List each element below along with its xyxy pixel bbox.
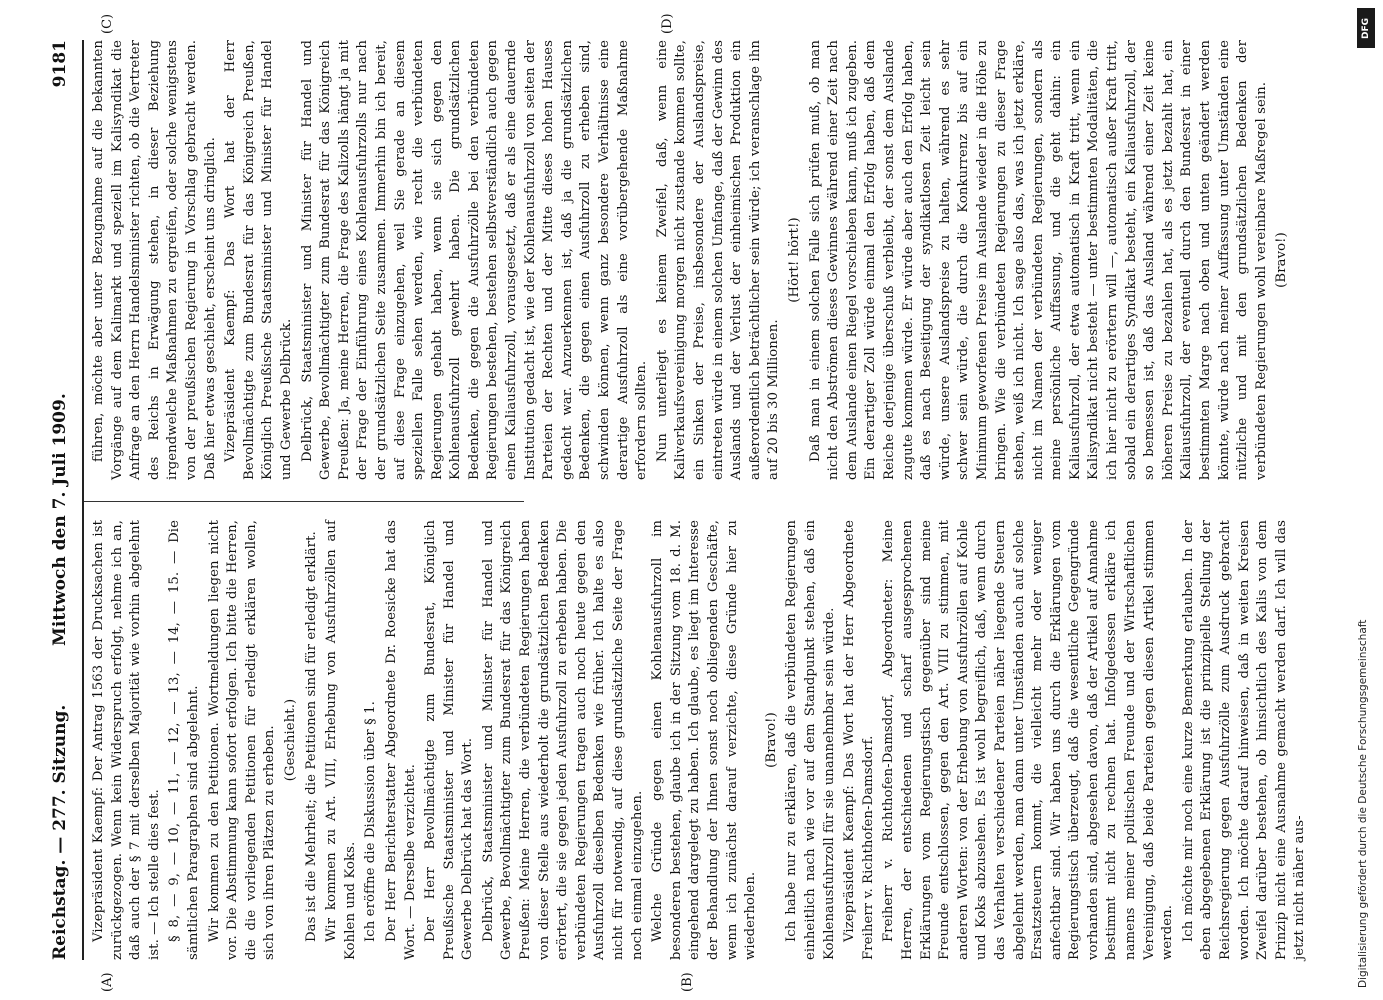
- right-column: [90, 40, 1294, 480]
- paragraph: (Hört! hört!): [786, 217, 802, 303]
- paragraph: Delbrück, Staatsminister und Minister für Handel und Gewerbe, Bevollmächtigter zum Bundesrat für das Königreich Preußen: Meine Herren, die verbündeten Regierungen haben von dieser Stelle aus wiederholt die grundsätzlichen Bedenken erörtert, die sie gegen jeden Ausfuhrzoll zu erheben haben. Die verbündeten Regierungen tragen auch noch heute gegen den Ausfuhrzoll dieselben Bedenken wie früher. Ich halte es also nicht für notwendig, auf diese grundsätzliche Seite der Frage noch einmal einzugehen.: [480, 520, 645, 960]
- margin-mark-a: (A): [100, 972, 115, 992]
- paragraph: Ich eröffne die Diskussion über § 1.: [363, 701, 379, 942]
- paragraph: Ich möchte mir noch eine kurze Bemerkung erlauben. In der eben abgegebenen Erklärung ist die prinzipielle Stellung der Reichsregierung gegen Ausfuhrzölle zum Ausdruck gebracht worden. Ich möchte darauf hinweisen, daß in weiten Kreisen Zweifel darüber bestehen, ob hinsichtlich des Kalis von dem Prinzip nicht eine Ausnahme gemacht werden darf. Ich will das jetzt nicht näher aus-: [1180, 520, 1308, 960]
- paragraph: Vizepräsident Kaempf: Das Wort hat der Herr Abgeordnete Freiherr v. Richthofen-Damsdorf.: [842, 520, 876, 960]
- margin-mark-b: (B): [680, 972, 695, 992]
- header-right-date: [50, 40, 70, 646]
- paragraph: Freiherr v. Richthofen-Damsdorf, Abgeordneter: Meine Herren, der entschiedenen und scharf ausgesprochenen Erklärungen vom Regierungstisch gegenüber sind meine Freunde entschlossen, gegen den Art. VIII zu stimmen, mit anderen Worten: von der Erhebung von Ausfuhrzöllen auf Kohle und Koks abzusehen. Es ist wohl begreiflich, daß, wenn durch das Verhalten verschiedener Parteien näher liegende Steuern abgelehnt werden, man dann unter Umständen auch auf solche Ersatzsteuern kommt, die vielleicht mehr oder weniger anfechtbar sind. Wir haben uns durch die Erklärungen vom Regierungstisch überzeugt, daß die wesentliche Gegengründe vorhanden sind, abgesehen davon, daß der Artikel auf Annahme bestimmt nicht zu rechnen hat. Infolgedessen erkläre ich namens meiner politischen Freunde und der Wirtschaftlichen Vereinigung, daß beide Parteien gegen diesen Artikel stimmen werden.: [881, 520, 1176, 960]
- paragraph: Vizepräsident Kaempf: Der Antrag 1563 der Drucksachen ist zurückgezogen. Wenn kein Widerspruch erfolgt, nehme ich an, daß auch der § 7 mit derselben Majorität wie vorhin abgelehnt ist. — Ich stelle dies fest.: [91, 520, 162, 960]
- dfg-logo: DFG: [1357, 8, 1375, 48]
- paragraph: Der Herr Bevollmächtigte zum Bundesrat, Königlich Preußische Staatsminister und Minister für Handel und Gewerbe Delbrück hat das Wort.: [423, 520, 476, 960]
- paragraph: Wir kommen zu den Petitionen. Wortmeldungen liegen nicht vor. Die Abstimmung kann sofort erfolgen. Ich bitte die Herren, die die vorliegenden Petitionen für erledigt erklären wollen, sich von ihren Plätzen zu erheben.: [206, 520, 278, 960]
- paragraph: Ich habe nur zu erklären, daß die verbündeten Regierungen einheitlich nach wie vor auf dem Standpunkt stehen, daß ein Kohlenausfuhrzoll für sie unannehmbar sein würde.: [784, 520, 837, 960]
- page-number: 9181: [50, 40, 70, 88]
- paragraph: Wir kommen zu Art. VIII, Erhebung von Ausfuhrzöllen auf Kohlen und Koks.: [324, 520, 358, 960]
- digitization-stamp: [1355, 8, 1377, 998]
- paragraph: Nun unterliegt es keinem Zweifel, daß, wenn eine Kaliverkaufsvereinigung morgen nicht zustande kommen sollte, ein Sinken der Preise, insbesondere der Auslandspreise, eintreten würde in einem solchen Umfange, daß der Gewinn des Auslands und der Verlust der einheimischen Produktion ein außerordentlich beträchtlicher sein würde; ich veranschlage ihn auf 20 bis 30 Millionen.: [654, 40, 782, 480]
- paragraph: Vizepräsident Kaempf: Das Wort hat der Herr Bevollmächtigte zum Bundesrat für das Königreich Preußen, Königlich Preußische Staatsminister und Minister für Handel und Gewerbe Delbrück.: [223, 40, 294, 480]
- paragraph: § 8, — 9, — 10, — 11, — 12, — 13, — 14, — 15. — Die sämtlichen Paragraphen sind abgelehnt.: [167, 520, 201, 960]
- paragraph: führen, möchte aber unter Bezugnahme auf die bekannten Vorgänge auf dem Kalimarkt und speziell im Kalisyndikat die Anfrage an den Herrn Handelsminister richten, ob die Vertreter des Reichs in Erwägung stehen, in dieser Beziehung irgendwelche Maßnahmen zu ergreifen, oder solche wenigstens von der preußischen Regierung in Vorschlag gebracht werden. Daß hier etwas geschieht, erscheint uns dringlich.: [91, 40, 218, 480]
- paragraph: (Bravo!): [763, 712, 779, 768]
- paragraph: Daß man in einem solchen Falle sich prüfen muß, ob man nicht den Abströmen dieses Gewinnes während einer Zeit nach dem Auslande einen Riegel vorschieben kann, muß ich zugeben. Ein derartiger Zoll würde einmal den Erfolg haben, daß dem Reiche derjenige überschuß verbleibt, der sonst dem Auslande zugute kommen würde. Er würde aber auch den Erfolg haben, daß es nach Beseitigung der syndikatlosen Zeit leicht sein würde, unsere Auslandspreise zu halten, während es sehr schwer sein würde, die durch die Konkurrenz bis auf ein Minimum geworfenen Preise im Auslande wieder in die Höhe zu bringen. Wie die verbündeten Regierungen zu dieser Frage stehen, weiß ich nicht. Ich sage also das, was ich jetzt erkläre, nicht im Namen der verbündeten Regierungen, sondern als meine persönliche Auffassung, und die geht dahin: ein Kaliausfuhrzoll, der etwa automatisch in Kraft tritt, wenn ein Kalisyndikat nicht besteht — unter bestimmten Modalitäten, die ich hier nicht zu erörtern will —, automatisch außer Kraft tritt, sobald ein derartiges Syndikat besteht, ein Kaliausfuhrzoll, der so bemessen ist, daß das Ausland während einer Zeit keine höheren Preise zu bezahlen hat, als es jetzt bezahlt hat, ein Kaliausfuhrzoll, der eventuell durch den Bundesrat in einer bestimmten Marge nach oben und unten geändert werden könnte, würde nach meiner Auffassung unter Umständen eine nützliche und mit den grundsätzlichen Bedenken der verbündeten Regierungen wohl vereinbare Maßregel sein.: [807, 40, 1269, 480]
- margin-mark-d: (D): [660, 13, 675, 34]
- paragraph: Welche Gründe gegen einen Kohlenausfuhrzoll im besonderen bestehen, glaube ich in der Sitzung vom 18. d. M. eingehend dargelegt zu haben. Ich glaube, es liegt im Interesse der Behandlung der Ihnen sonst noch obliegenden Geschäfte, wenn ich zunächst darauf verzichte, diese Gründe hier zu wiederholen.: [650, 520, 759, 960]
- left-column: [90, 520, 1312, 960]
- paragraph: Das ist die Mehrheit; die Petitionen sind für erledigt erklärt.: [303, 531, 319, 942]
- header-rule: [82, 40, 84, 960]
- paragraph: (Bravo!): [1274, 232, 1290, 288]
- column-divider: [84, 501, 524, 502]
- header-left-title: Reichstag. — 277. Sitzung.: [50, 704, 70, 960]
- digitization-notice: Digitalisierung gefördert durch die Deutsche Forschungsgemeinschaft: [1357, 619, 1369, 988]
- page-header: [40, 40, 80, 960]
- header-date: Mittwoch den 7. Juli 1909.: [50, 393, 70, 646]
- rotated-page-content: [20, 0, 1350, 1000]
- paragraph: (Geschieht.): [282, 698, 298, 782]
- paragraph: Delbrück, Staatsminister und Minister für Handel und Gewerbe, Bevollmächtigter zum Bundesrat für das Königreich Preußen: Ja, meine Herren, die Frage des Kalizolls hängt ja mit der Frage der Einführung eines Kohlenausfuhrzolls nur nach der grundsätzlichen Seite zusammen. Immerhin bin ich bereit, auf diese Frage einzugehen, weil Sie gerade an diesem speziellen Falle sehen werden, wie recht die verbündeten Regierungen gehabt haben, wenn sie sich gegen den Kohlenausfuhrzoll gewehrt haben. Die grundsätzlichen Bedenken, die gegen die Ausfuhrzölle bei den verbündeten Regierungen bestehen, bestehen selbstverständlich auch gegen einen Kaliausfuhrzoll, vorausgesetzt, daß er als eine dauernde Institution gedacht ist, wie der Kohlenausfuhrzoll von seiten der Parteien der Rechten und der Mitte dieses hohen Hauses gedacht war. Anzuerkennen ist, daß ja die grundsätzlichen Bedenken, die gegen einen Ausfuhrzoll zu erheben sind, schwinden können, wenn ganz besondere Verhältnisse eine derartige Ausfuhrzoll als eine vorübergehende Maßnahme erfordern sollten.: [299, 40, 650, 480]
- paragraph: Der Herr Berichterstatter Abgeordnete Dr. Roesicke hat das Wort. — Derselbe verzichtet.: [383, 520, 418, 960]
- margin-mark-c: (C): [100, 13, 115, 34]
